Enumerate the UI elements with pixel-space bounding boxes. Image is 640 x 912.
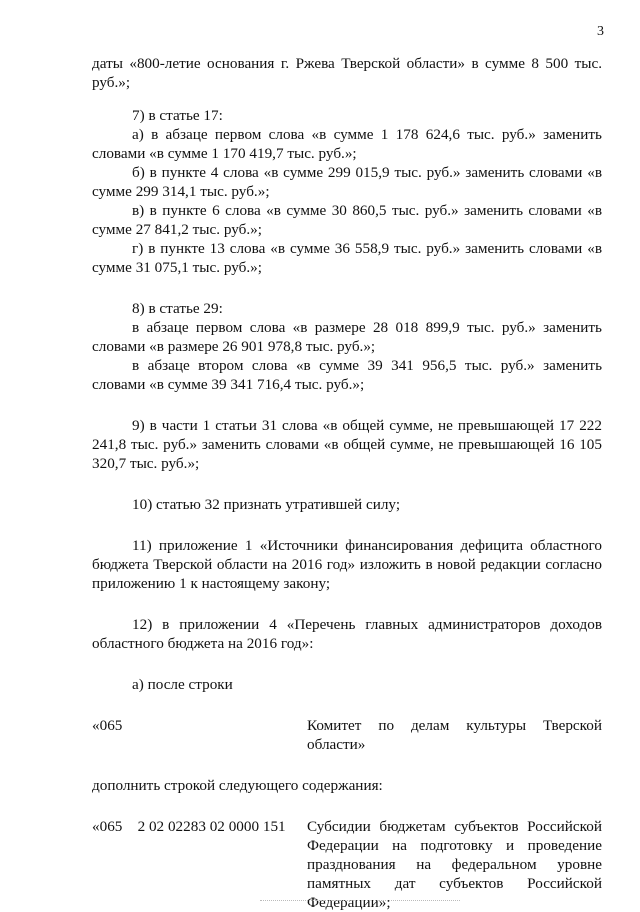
paragraph-29-first: в абзаце первом слова «в размере 28 018 899,9 тыс. руб.» заменить словами «в размере 26 901 978,8 тыс. руб.»; (92, 319, 602, 355)
paragraph-appendix-1: 11) приложение 1 «Источники финансирования дефицита областного бюджета Тверской области на 2016 год» изложить в новой редакции согласно приложению 1 к настоящему закону; (92, 537, 602, 592)
paragraph-article-29: 8) в статье 29: (132, 300, 223, 317)
paragraph-17v: в) в пункте 6 слова «в сумме 30 860,5 тыс. руб.» заменить словами «в сумме 27 841,2 тыс. руб.»; (92, 202, 602, 238)
paragraph-after-row: а) после строки (132, 676, 233, 693)
paragraph-article-17: 7) в статье 17: (132, 107, 223, 124)
paragraph-article-32: 10) статью 32 признать утратившей силу; (132, 496, 401, 513)
table-row (92, 817, 602, 912)
table-row (92, 716, 602, 754)
row-description: Комитет по делам культуры Тверской области» (307, 717, 602, 753)
document-body (92, 54, 602, 912)
page-number: 3 (597, 24, 604, 39)
paragraph-29-second: в абзаце втором слова «в сумме 39 341 956,5 тыс. руб.» заменить словами «в сумме 39 341 716,4 тыс. руб.»; (92, 357, 602, 393)
row-code: «065 (92, 717, 123, 734)
paragraph-1: даты «800-летие основания г. Ржева Тверской области» в сумме 8 500 тыс. руб.»; (92, 55, 602, 91)
paragraph-17b: б) в пункте 4 слова «в сумме 299 015,9 тыс. руб.» заменить словами «в сумме 299 314,1 тыс. руб.»; (92, 164, 602, 200)
scan-artifact (260, 900, 460, 901)
row-code: «065 2 02 02283 02 0000 151 (92, 818, 286, 835)
paragraph-17a: а) в абзаце первом слова «в сумме 1 178 624,6 тыс. руб.» заменить словами «в сумме 1 170 419,7 тыс. руб.»; (92, 126, 602, 162)
supplement-intro: дополнить строкой следующего содержания: (92, 777, 383, 794)
paragraph-17g: г) в пункте 13 слова «в сумме 36 558,9 тыс. руб.» заменить словами «в сумме 31 075,1 тыс. руб.»; (92, 240, 602, 276)
paragraph-article-31: 9) в части 1 статьи 31 слова «в общей сумме, не превышающей 17 222 241,8 тыс. руб.» заменить словами «в общей сумме, не превышающей 16 105 320,7 тыс. руб.»; (92, 417, 602, 472)
paragraph-appendix-4: 12) в приложении 4 «Перечень главных администраторов доходов областного бюджета на 2016 год»: (92, 616, 602, 652)
row-description: Субсидии бюджетам субъектов Российской Федерации на подготовку и проведение празднования на федеральном уровне памятных дат субъектов Российской Федерации»; (307, 818, 602, 911)
